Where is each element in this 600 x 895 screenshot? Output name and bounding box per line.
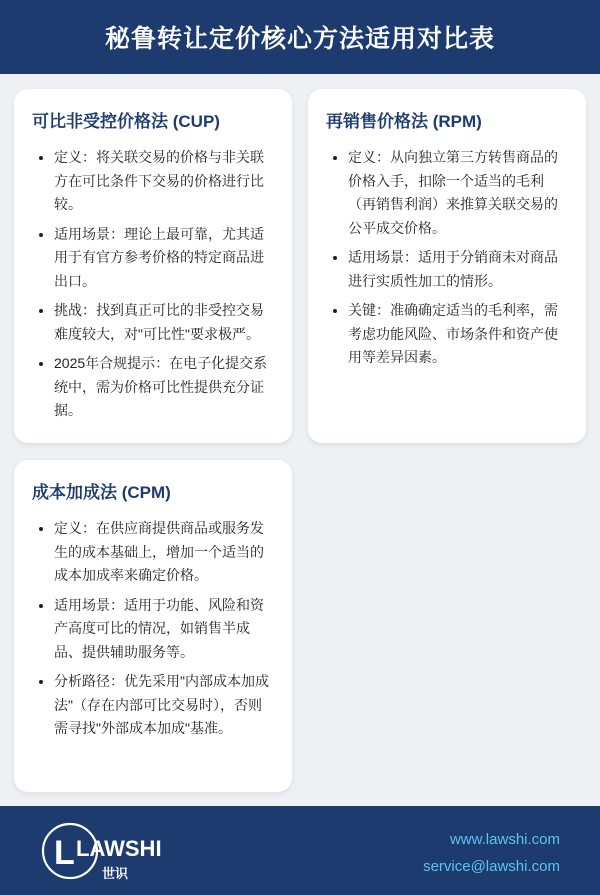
email-link[interactable]: service@lawshi.com [423, 858, 560, 875]
card-cup [14, 89, 292, 443]
card-title: 成本加成法 (CPM) [32, 483, 171, 502]
logo-wordmark: LAWSHI [76, 836, 162, 861]
card-title: 再销售价格法 (RPM) [326, 112, 482, 131]
website-link[interactable]: www.lawshi.com [449, 831, 560, 848]
list-item: • 定义：在供应商提供商品或服务发生的成本基础上，增加一个适当的成本加成率来确定价格。 [54, 517, 274, 588]
page-title: 秘鲁转让定价核心方法适用对比表 [104, 25, 495, 53]
logo-chinese: 世识 [102, 867, 129, 882]
page-footer [0, 806, 600, 895]
lawshi-logo [40, 818, 180, 884]
list-item: • 2025年合规提示：在电子化提交系统中，需为价格可比性提供充分证据。 [54, 352, 274, 423]
card-title: 可比非受控价格法 (CUP) [32, 112, 220, 131]
list-item: • 分析路径：优先采用"内部成本加成法"（存在内部可比交易时），否则需寻找"外部成本加成"基准。 [54, 670, 274, 741]
list-item: • 适用场景：适用于功能、风险和资产高度可比的情况，如销售半成品、提供辅助服务等。 [54, 594, 274, 665]
bullet-list [32, 517, 274, 741]
list-item: • 挑战：找到真正可比的非受控交易难度较大，对"可比性"要求极严。 [54, 299, 274, 346]
card-rpm [308, 89, 586, 443]
list-item: • 定义：从向独立第三方转售商品的价格入手，扣除一个适当的毛利（再销售利润）来推算关联交易的公平成交价格。 [348, 146, 568, 240]
page-header [0, 0, 600, 74]
svg-text:L: L [54, 834, 75, 872]
card-cpm [14, 460, 292, 792]
list-item: • 适用场景：理论上最可靠，尤其适用于有官方参考价格的特定商品进出口。 [54, 223, 274, 294]
list-item: • 关键：准确确定适当的毛利率，需考虑功能风险、市场条件和资产使用等差异因素。 [348, 299, 568, 370]
bullet-list [326, 146, 568, 370]
list-item: • 适用场景：适用于分销商未对商品进行实质性加工的情形。 [348, 246, 568, 293]
contact-info [423, 826, 560, 880]
list-item: • 定义：将关联交易的价格与非关联方在可比条件下交易的价格进行比较。 [54, 146, 274, 217]
bullet-list [32, 146, 274, 423]
